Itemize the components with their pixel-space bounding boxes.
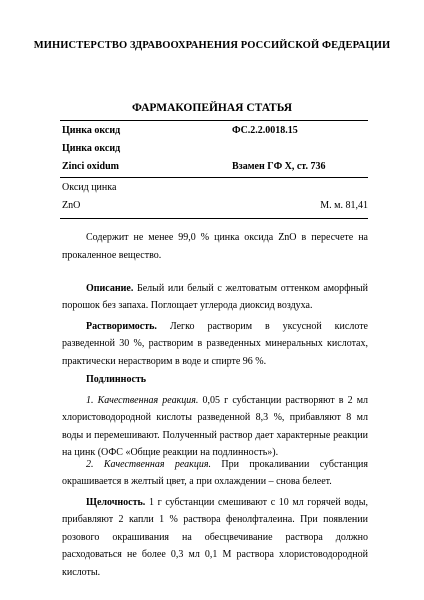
- alkalinity-paragraph: [62, 494, 368, 581]
- compound-name: Оксид цинка: [62, 182, 117, 193]
- header-latin-name: Zinci oxidum: [62, 161, 119, 172]
- description-paragraph: [62, 280, 368, 315]
- alkalinity-label: Щелочность.: [86, 497, 146, 508]
- test-2-paragraph: [62, 456, 368, 491]
- compound-formula: ZnO: [62, 200, 81, 211]
- document-title: ФАРМАКОПЕЙНАЯ СТАТЬЯ: [131, 102, 293, 114]
- header-name-1: Цинка оксид: [62, 125, 121, 136]
- header-name-2: Цинка оксид: [62, 143, 121, 154]
- content-line-2: прокаленное вещество.: [62, 250, 162, 261]
- header-rule-bottom: [60, 177, 368, 178]
- solubility-paragraph: [62, 318, 368, 370]
- header-rule-top: [60, 120, 368, 121]
- test-1-paragraph: [62, 392, 368, 462]
- molecular-mass: М. м. 81,41: [320, 200, 368, 211]
- test-1-label: 1. Качественная реакция.: [86, 395, 199, 406]
- alkalinity-text: 1 г субстанции смешивают с 10 мл горячей воды, прибавляют 2 капли 1 % раствора фенолфталеина. При появлении розового окрашивания на обесцвечивание раствора должно расходоваться не более 0,3 мл 0,1 М раствора хлористоводородной кислоты.: [62, 497, 368, 578]
- header-code: ФС.2.2.0018.15: [232, 125, 298, 136]
- content-line-1: Содержит не менее 99,0 % цинка оксида ZnO в пересчете на: [86, 232, 368, 243]
- description-label: Описание.: [86, 283, 134, 294]
- ministry-heading: МИНИСТЕРСТВО ЗДРАВООХРАНЕНИЯ РОССИЙСКОЙ ФЕДЕРАЦИИ: [33, 40, 391, 51]
- test-2-text: При прокаливании субстанция окрашивается в желтый цвет, а при охлаждении – снова белеет.: [62, 459, 369, 488]
- solubility-text: Легко растворим в уксусной кислоте разведенной 30 %, растворим в разведенных минеральных кислотах, практически нерастворим в воде и спирте 96 %.: [62, 321, 368, 367]
- test-1-text: 0,05 г субстанции растворяют в 2 мл хлористоводородной кислоты разведенной 8,3 %, прибавляют 8 мл воды и перемешивают. Полученный раствор дает характерные реакции на цинк (ОФС «Общие реакции на подлинность»).: [62, 395, 369, 459]
- test-2-label: 2. Качественная реакция.: [86, 459, 211, 470]
- authenticity-heading: Подлинность: [86, 374, 147, 385]
- header-replaces: Взамен ГФ Х, ст. 736: [232, 161, 326, 172]
- description-text: Белый или белый с желтоватым оттенком аморфный порошок без запаха. Поглощает углерода диоксид воздуха.: [62, 283, 368, 312]
- compound-rule: [60, 218, 368, 219]
- solubility-label: Растворимость.: [86, 321, 157, 332]
